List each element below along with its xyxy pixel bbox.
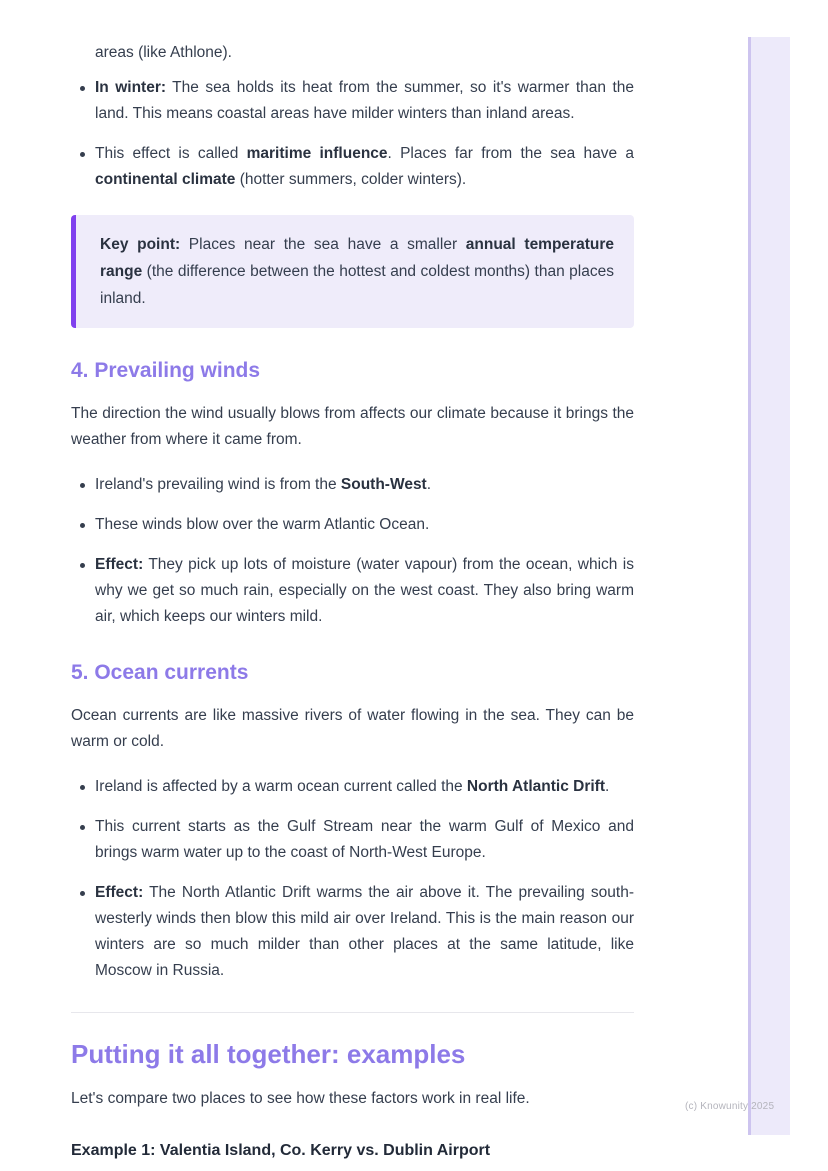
section-heading-ocean-currents: 5. Ocean currents xyxy=(71,661,249,684)
bullet-list-maritime xyxy=(71,75,634,193)
list-item: This effect is called maritime influence. Places far from the sea have a continental climate (hotter summers, colder winters). xyxy=(71,141,634,193)
example-title: Example 1: Valentia Island, Co. Kerry vs. Dublin Airport xyxy=(71,1142,491,1159)
section-heading-prevailing-winds: 4. Prevailing winds xyxy=(71,359,261,382)
summary-heading: Putting it all together: examples xyxy=(71,1039,466,1069)
list-item: Effect: They pick up lots of moisture (water vapour) from the ocean, which is why we get so much rain, especially on the west coast. They also bring warm air, which keeps our winters mild. xyxy=(71,552,634,630)
copyright-watermark: (c) Knowunity 2025 xyxy=(685,1101,775,1112)
summary-lead: Let's compare two places to see how these factors work in real life. xyxy=(71,1090,530,1107)
page-content xyxy=(71,0,634,1171)
bullet-list-ocean-currents xyxy=(71,774,634,984)
keypoint-text: Key point: Places near the sea have a smaller annual temperature range (the difference between the hottest and coldest months) than places inland. xyxy=(100,236,614,307)
list-item: In winter: The sea holds its heat from the summer, so it's warmer than the land. This means coastal areas have milder winters than inland areas. xyxy=(71,75,634,127)
list-item: This current starts as the Gulf Stream near the warm Gulf of Mexico and brings warm water up to the coast of North-West Europe. xyxy=(71,814,634,866)
bullet-list-prevailing-winds xyxy=(71,472,634,630)
paragraph: Ocean currents are like massive rivers of water flowing in the sea. They can be warm or cold. xyxy=(71,707,634,750)
list-item: Ireland's prevailing wind is from the South-West. xyxy=(71,472,634,498)
list-item: Effect: The North Atlantic Drift warms the air above it. The prevailing south-westerly winds then blow this mild air over Ireland. This is the main reason our winters are so much milder than other places at the same latitude, like Moscow in Russia. xyxy=(71,880,634,984)
keypoint-callout xyxy=(71,215,634,328)
paragraph: The direction the wind usually blows from affects our climate because it brings the weather from where it came from. xyxy=(71,405,634,448)
next-page-edge xyxy=(748,37,790,1135)
continuation-text: areas (like Athlone). xyxy=(95,44,232,61)
section-divider xyxy=(71,1012,634,1013)
list-item: Ireland is affected by a warm ocean current called the North Atlantic Drift. xyxy=(71,774,634,800)
list-item: These winds blow over the warm Atlantic Ocean. xyxy=(71,512,634,538)
